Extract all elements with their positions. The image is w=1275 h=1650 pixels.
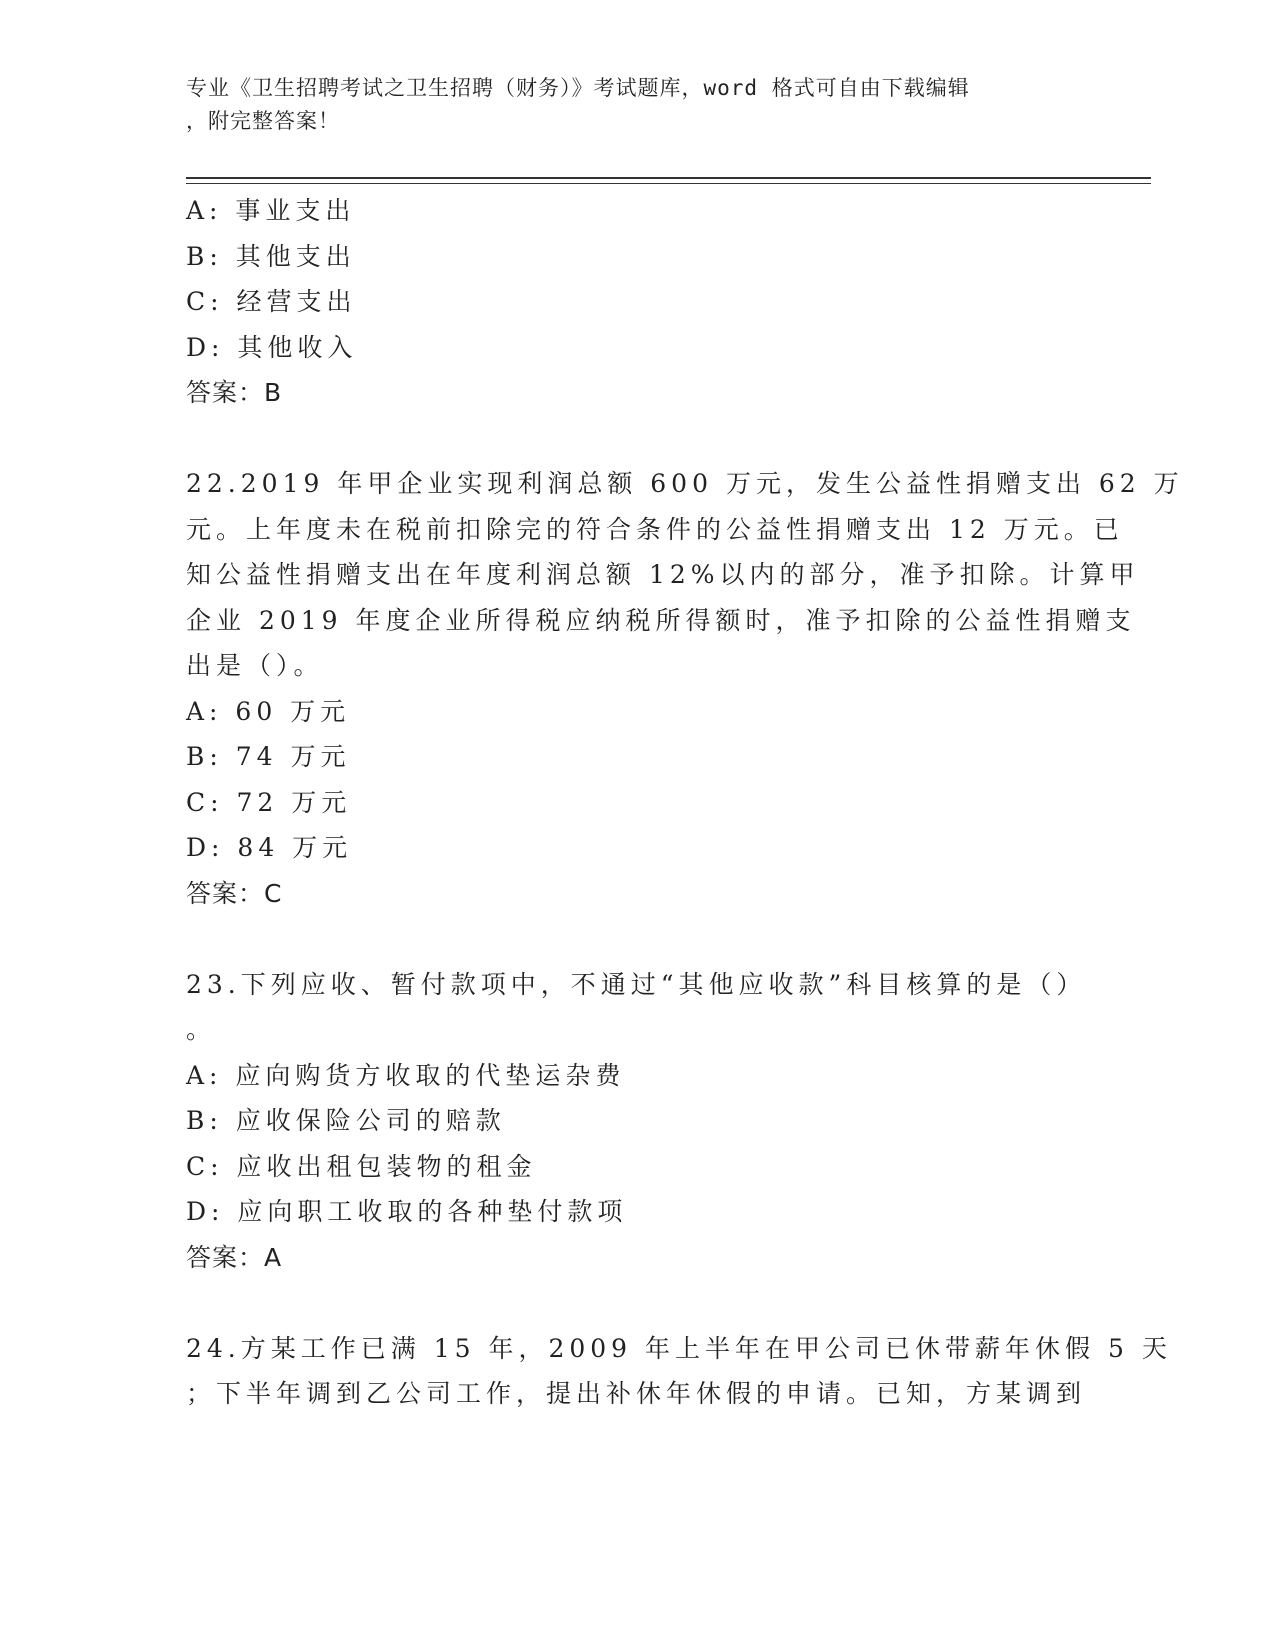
option-c: C: 应收出租包装物的租金	[186, 1151, 537, 1181]
question-text	[186, 962, 1087, 1053]
option-b: B: 其他支出	[186, 241, 356, 271]
question-text-line: 24.方某工作已满 15 年，2009 年上半年在甲公司已休带薪年休假 5 天	[186, 1333, 1172, 1363]
question-text	[186, 1326, 1172, 1417]
header-line-1: 专业《卫生招聘考试之卫生招聘（财务）》考试题库，word 格式可自由下载编辑	[186, 76, 970, 100]
question-text-line: 。	[186, 1015, 217, 1044]
question-text-line: 23.下列应收、暂付款项中，不通过“其他应收款”科目核算的是（）	[186, 969, 1087, 999]
answer-line: 答案：C	[186, 878, 283, 908]
question-text-line: 22.2019 年甲企业实现利润总额 600 万元，发生公益性捐赠支出 62 万	[186, 469, 1184, 498]
option-d: D: 其他收入	[186, 332, 358, 362]
option-b: B: 74 万元	[186, 742, 351, 771]
question-text-line: ；下半年调到乙公司工作，提出补休年休假的申请。已知，方某调到	[186, 1379, 1087, 1408]
question-text-line: 企业 2019 年度企业所得税应纳税所得额时，准予扣除的公益性捐赠支	[186, 605, 1136, 635]
option-d: D: 应向职工收取的各种垫付款项	[186, 1197, 628, 1226]
question-text-line: 元。上年度未在税前扣除完的符合条件的公益性捐赠支出 12 万元。已	[186, 514, 1124, 544]
question-list	[186, 188, 1184, 1417]
answer-line: 答案：B	[186, 378, 283, 407]
question-text-line: 知公益性捐赠支出在年度利润总额 12%以内的部分，准予扣除。计算甲	[186, 560, 1140, 589]
option-d: D: 84 万元	[186, 833, 353, 862]
header-rule-thick	[186, 177, 1151, 179]
option-a: A: 60 万元	[186, 696, 351, 726]
option-b: B: 应收保险公司的赔款	[186, 1106, 506, 1135]
question-22	[186, 461, 1184, 916]
question-24	[186, 1326, 1172, 1417]
option-a: A: 事业支出	[186, 196, 356, 225]
question-23	[186, 962, 1087, 1281]
question-text-line: 出是（）。	[186, 651, 324, 680]
answer-line: 答案：A	[186, 1242, 283, 1272]
document-header	[186, 72, 1066, 138]
question-21-tail	[186, 188, 1066, 416]
header-rule-thin	[186, 183, 1151, 184]
option-a: A: 应向购货方收取的代垫运杂费	[186, 1060, 626, 1090]
header-line-2: ，附完整答案！	[186, 109, 340, 133]
question-text	[186, 461, 1184, 689]
option-c: C: 72 万元	[186, 787, 352, 817]
option-c: C: 经营支出	[186, 287, 357, 316]
